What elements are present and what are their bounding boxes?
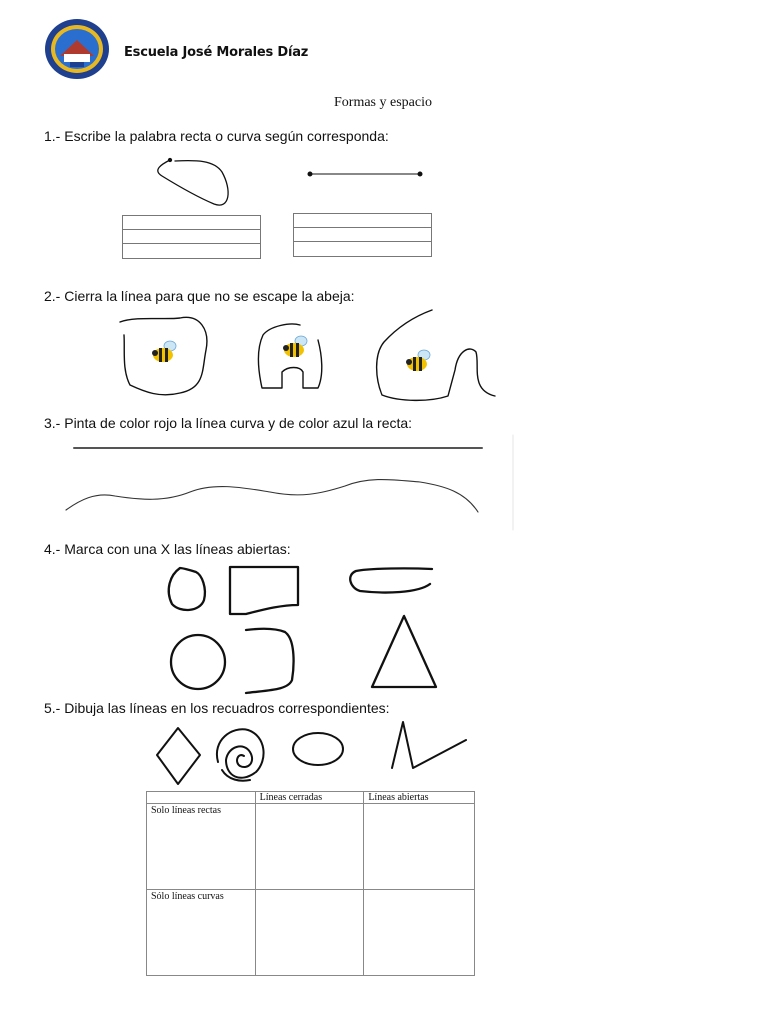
table-row (147, 890, 475, 976)
row-label-curves-only: Sólo líneas curvas (147, 890, 256, 976)
page-title: Formas y espacio (334, 95, 432, 110)
question-3-label: 3.- Pinta de color rojo la línea curva y de color azul la recta: (44, 415, 413, 431)
table-row (147, 804, 475, 890)
q4-open-oval (350, 568, 432, 592)
question-2-label: 2.- Cierra la línea para que no se escape la abeja: (44, 288, 355, 304)
table-header-closed-lines: Líneas cerradas (255, 792, 364, 804)
bee-icon (281, 333, 311, 366)
row-label-straight-only: Solo líneas rectas (147, 804, 256, 890)
q1-curved-line (158, 159, 228, 206)
lines-classification-table (146, 791, 475, 976)
q4-closed-blob (169, 568, 205, 610)
q5-spiral (217, 729, 264, 780)
cell-straight-closed[interactable] (255, 804, 364, 890)
question-4-label: 4.- Marca con una X las líneas abiertas: (44, 541, 291, 557)
cell-curves-open[interactable] (364, 890, 475, 976)
school-name: Escuela José Morales Díaz (124, 45, 309, 60)
q2-open-line-3 (377, 310, 495, 400)
table-header-cell (147, 792, 256, 804)
q4-triangle (372, 616, 436, 687)
bee-icon (150, 338, 180, 371)
question-1-label: 1.- Escribe la palabra recta o curva según corresponda: (44, 128, 389, 144)
q5-oval (293, 733, 343, 765)
table-header-open-lines: Líneas abiertas (364, 792, 475, 804)
bee-icon (404, 347, 434, 380)
q4-shapes (169, 567, 436, 693)
q1-straight-line (308, 172, 422, 176)
table-header-row (147, 792, 475, 804)
q4-open-curve (246, 629, 294, 693)
q5-zigzag (392, 722, 466, 768)
q4-closed-rectangle (230, 567, 298, 614)
question-5-label: 5.- Dibuja las líneas en los recuadros correspondientes: (44, 700, 390, 716)
q5-diamond (157, 728, 200, 784)
q5-shapes (157, 722, 466, 784)
q4-circle (171, 635, 225, 689)
cell-straight-open[interactable] (364, 804, 475, 890)
cell-curves-closed[interactable] (255, 890, 364, 976)
q3-curved-line (66, 480, 478, 513)
